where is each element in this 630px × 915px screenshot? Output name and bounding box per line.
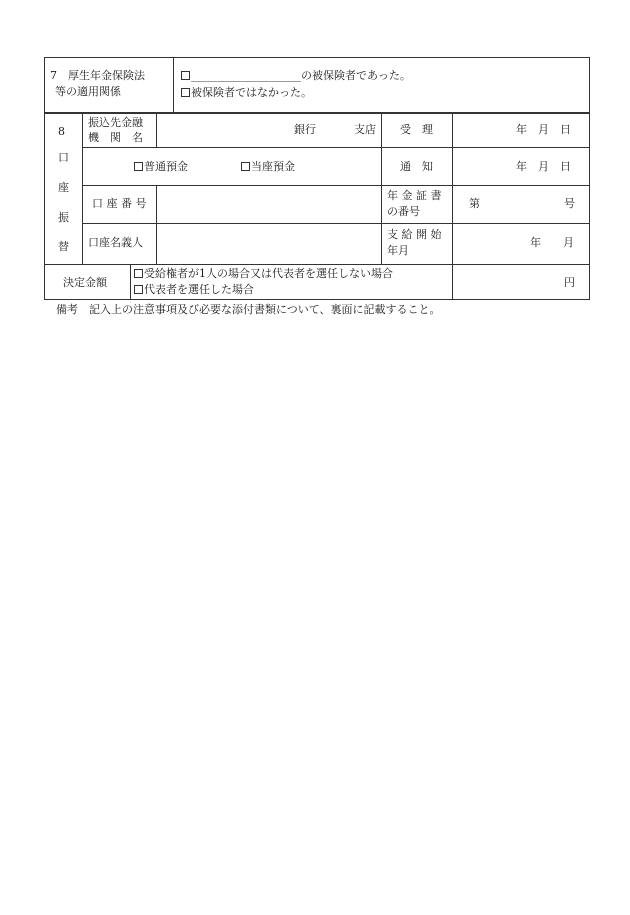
branch-suffix: 支店: [354, 123, 376, 136]
decision-option-representative[interactable]: 代表者を選任した場合: [134, 283, 254, 297]
decision-option-single[interactable]: 受給権者が1人の場合又は代表者を選任しない場合: [134, 267, 393, 281]
bank-label-line2: 機 関 名: [88, 131, 143, 144]
cert-prefix: 第: [469, 197, 480, 210]
checkbox-not-insured[interactable]: [181, 88, 190, 97]
checkbox-representative[interactable]: [134, 285, 143, 294]
section-8-char-4: 替: [58, 240, 69, 253]
account-holder-label: 口座名義人: [88, 236, 143, 249]
section-7-label-line2: 等の適用関係: [55, 85, 121, 98]
section-8-char-2: 座: [58, 181, 69, 194]
start-label-line2: 年月: [387, 244, 409, 257]
account-number-label: 口 座 番 号: [92, 197, 147, 210]
cert-label-line2: の番号: [387, 205, 420, 218]
decision-label: 決定金額: [63, 276, 107, 289]
decision-unit: 円: [564, 276, 575, 289]
bank-label-line1: 振込先金融: [88, 116, 143, 129]
section-7-box: [44, 57, 590, 113]
section-7-option-insured[interactable]: [181, 69, 411, 83]
bank-suffix: 銀行: [294, 123, 316, 136]
checkbox-insured[interactable]: [181, 71, 190, 80]
section-7-label-line1: 7 厚生年金保険法: [50, 69, 145, 82]
start-date: 年 月: [530, 236, 574, 249]
receipt-label: 受 理: [400, 123, 433, 136]
section-7-divider: [173, 57, 174, 113]
checkbox-current[interactable]: [241, 162, 250, 171]
section-8-number: 8: [58, 125, 65, 138]
remark-note: 備考 記入上の注意事項及び必要な添付書類について、裏面に記載すること。: [56, 303, 441, 316]
receipt-date: 年 月 日: [516, 123, 571, 136]
cert-suffix: 号: [564, 197, 575, 210]
deposit-current-option[interactable]: 当座預金: [241, 160, 295, 174]
section-7-option-not-insured[interactable]: 被保険者ではなかった。: [181, 86, 312, 100]
checkbox-single[interactable]: [134, 269, 143, 278]
notice-label: 通 知: [400, 160, 433, 173]
insured-suffix: の被保険者であった。: [301, 69, 411, 82]
insured-blank[interactable]: ____________________: [191, 69, 301, 82]
notice-date: 年 月 日: [516, 160, 571, 173]
cert-label-line1: 年 金 証 書: [387, 189, 442, 202]
deposit-ordinary-option[interactable]: 普通預金: [134, 160, 188, 174]
start-label-line1: 支 給 開 始: [387, 228, 442, 241]
section-8-char-3: 振: [58, 211, 69, 224]
section-8-char-1: 口: [58, 151, 69, 164]
checkbox-ordinary[interactable]: [134, 162, 143, 171]
